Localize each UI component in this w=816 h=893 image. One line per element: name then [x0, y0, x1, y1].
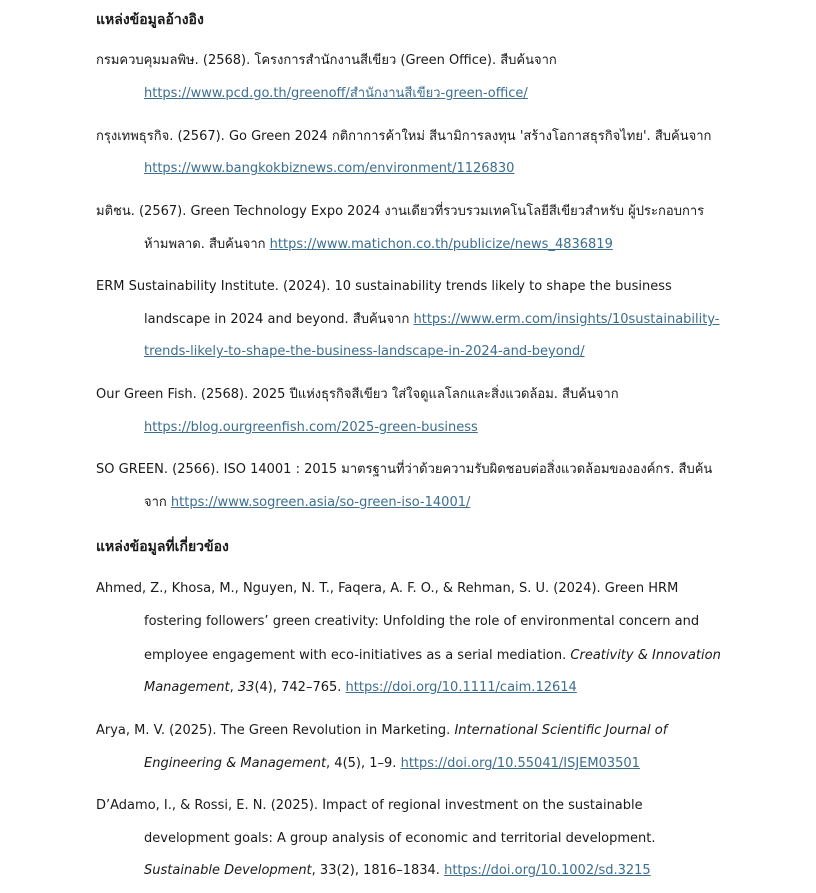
- reference-entry-2: กรุงเทพธุรกิจ. (2567). Go Green 2024 กติกาการค้าใหม่ สีนามิการลงทุน 'สร้างโอกาสธุรกิจไทย'. สืบค้นจาก: [96, 129, 712, 144]
- related-entry-1-line-2: fostering followers’ green creativity: Unfolding the role of environmental concern and: [144, 614, 700, 629]
- reference-text: landscape in 2024 and beyond. สืบค้นจาก: [144, 312, 414, 327]
- reference-entry-5: Our Green Fish. (2568). 2025 ปีแห่งธุรกิจสีเขียว ใส่ใจดูแลโลกและสิ่งแวดล้อม. สืบค้นจาก: [96, 387, 619, 402]
- related-entry-3-line-3: [144, 862, 651, 880]
- reference-link[interactable]: https://www.bangkokbiznews.com/environment/1126830: [144, 161, 515, 176]
- doi-link[interactable]: https://doi.org/10.1111/caim.12614: [345, 680, 577, 695]
- related-entry-1: Ahmed, Z., Khosa, M., Nguyen, N. T., Faqera, A. F. O., & Rehman, S. U. (2024). Green HRM: [96, 581, 679, 596]
- journal-title: Creativity & Innovation: [570, 648, 721, 663]
- reference-entry-5-url-line: [144, 419, 478, 437]
- doi-link[interactable]: https://doi.org/10.1002/sd.3215: [444, 863, 651, 878]
- reference-entry-4-line-2: [144, 311, 720, 329]
- doi-link[interactable]: https://doi.org/10.55041/ISJEM03501: [400, 756, 640, 771]
- reference-entry-6-line-2: [144, 494, 470, 512]
- reference-link[interactable]: https://www.pcd.go.th/greenoff/สำนักงานสีเขียว-green-office/: [144, 86, 528, 101]
- references-heading: แหล่งข้อมูลอ้างอิง: [96, 12, 204, 28]
- related-entry-3: D’Adamo, I., & Rossi, E. N. (2025). Impact of regional investment on the sustainable: [96, 798, 643, 813]
- reference-text: จาก: [144, 495, 171, 510]
- reference-link-continued[interactable]: trends-likely-to-shape-the-business-landscape-in-2024-and-beyond/: [144, 344, 585, 359]
- reference-text: Arya, M. V. (2025). The Green Revolution in Marketing.: [96, 723, 455, 738]
- reference-text: (4), 742–765.: [254, 680, 346, 695]
- reference-link[interactable]: https://blog.ourgreenfish.com/2025-green-business: [144, 420, 478, 435]
- reference-text: ,: [229, 680, 238, 695]
- reference-link[interactable]: https://www.erm.com/insights/10sustainability-: [413, 312, 720, 327]
- reference-entry-3-line-2: [144, 236, 613, 254]
- related-heading: แหล่งข้อมูลที่เกี่ยวข้อง: [96, 539, 229, 555]
- reference-entry-3: มติชน. (2567). Green Technology Expo 2024 งานเดียวที่รวบรวมเทคโนโลยีสีเขียวสำหรับ ผู้ประกอบการ: [96, 204, 705, 219]
- reference-entry-4-line-3: [144, 343, 585, 361]
- reference-text: employee engagement with eco-initiatives as a serial mediation.: [144, 648, 571, 663]
- related-entry-2: [96, 722, 667, 740]
- reference-link[interactable]: https://www.sogreen.asia/so-green-iso-14001/: [170, 495, 471, 510]
- reference-text: , 4(5), 1–9.: [326, 756, 401, 771]
- volume: 33: [237, 680, 255, 695]
- reference-text: , 33(2), 1816–1834.: [311, 863, 445, 878]
- reference-entry-4: ERM Sustainability Institute. (2024). 10 sustainability trends likely to shape the business: [96, 279, 672, 294]
- journal-title: Sustainable Development: [144, 863, 312, 878]
- related-entry-1-line-3: [144, 647, 721, 665]
- reference-entry-1: กรมควบคุมมลพิษ. (2568). โครงการสำนักงานสีเขียว (Green Office). สืบค้นจาก: [96, 53, 557, 68]
- reference-entry-6: SO GREEN. (2566). ISO 14001 : 2015 มาตรฐานที่ว่าด้วยความรับผิดชอบต่อสิ่งแวดล้อมขององค์กร. สืบค้น: [96, 462, 713, 477]
- related-entry-3-line-2: development goals: A group analysis of economic and territorial development.: [144, 831, 656, 846]
- reference-link[interactable]: https://www.matichon.co.th/publicize/news_4836819: [269, 237, 613, 252]
- related-entry-1-line-4: [144, 679, 577, 697]
- journal-title: Management: [144, 680, 230, 695]
- journal-title: Engineering & Management: [144, 756, 327, 771]
- related-entry-2-line-2: [144, 755, 640, 773]
- journal-title: International Scientific Journal of: [454, 723, 668, 738]
- reference-entry-1-url-line: [144, 85, 528, 103]
- reference-entry-2-url-line: [144, 160, 514, 178]
- reference-text: ห้ามพลาด. สืบค้นจาก: [144, 237, 270, 252]
